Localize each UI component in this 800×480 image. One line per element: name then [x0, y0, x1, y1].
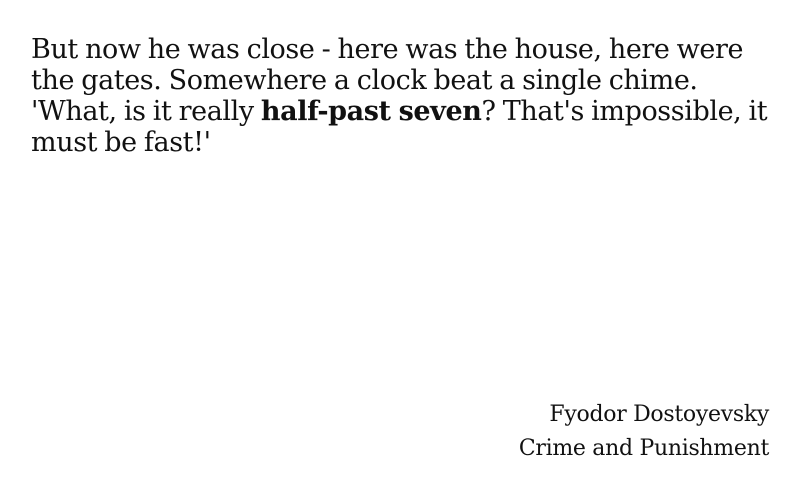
- quote-highlight-time: half-past seven: [260, 96, 482, 127]
- work-title: Crime and Punishment: [518, 436, 769, 461]
- quote-text: [31, 34, 776, 158]
- attribution: [519, 398, 769, 466]
- quote-text-before: But now he was close - here was the house, here were the gates. Somewhere a clock beat a single chime. 'What, is it really: [31, 34, 744, 127]
- quote-text-after: ? That's impossible, it must be fast!': [31, 96, 768, 158]
- author-name: Fyodor Dostoyevsky: [549, 402, 769, 427]
